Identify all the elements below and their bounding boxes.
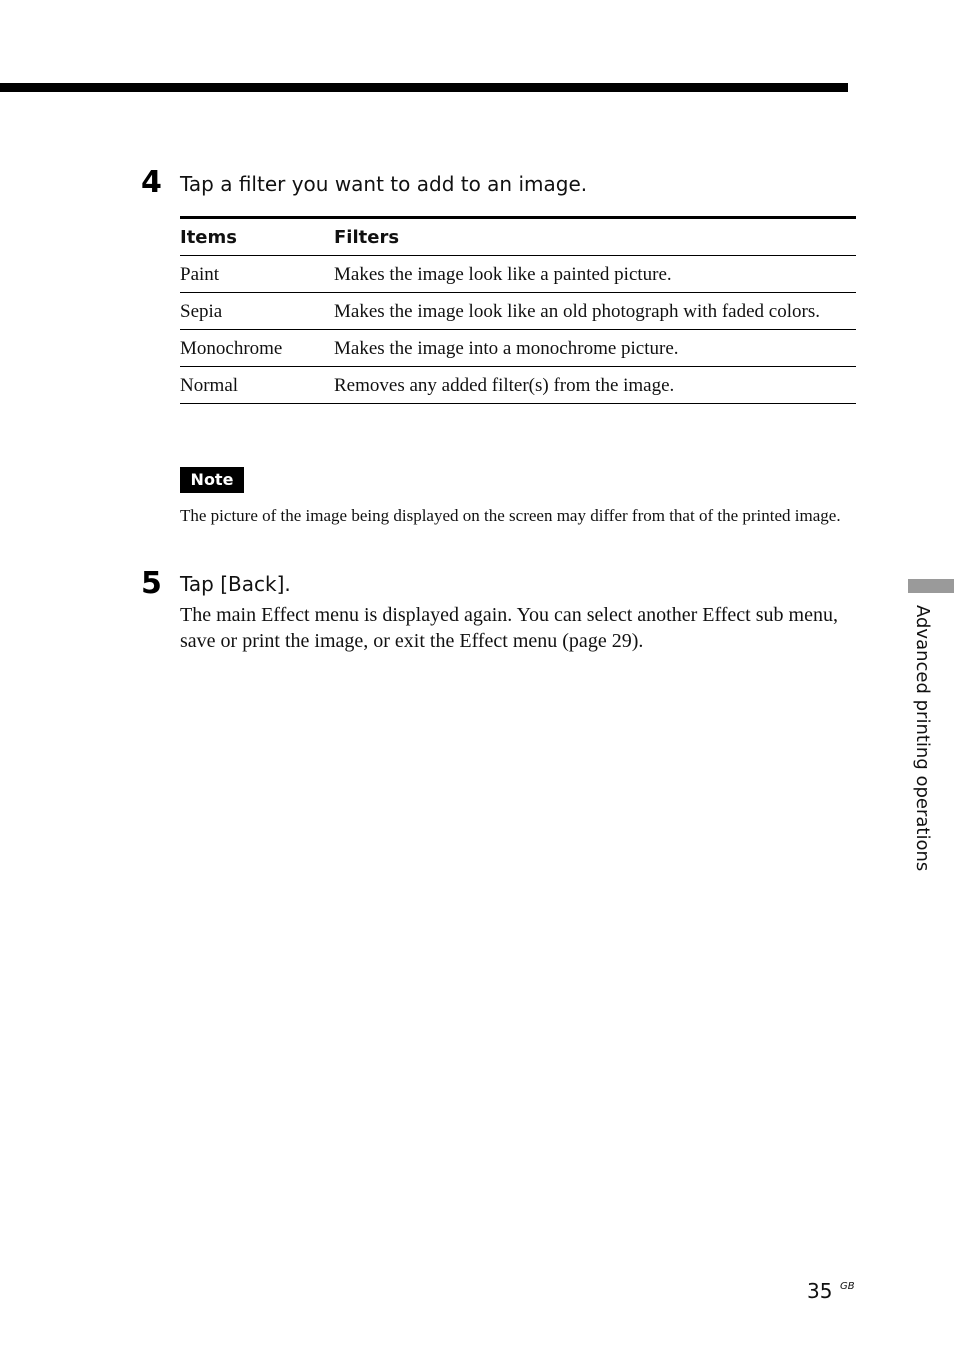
page-region-suffix: GB <box>840 1281 855 1292</box>
column-header-items: Items <box>180 218 334 256</box>
step-4-number: 4 <box>141 165 162 200</box>
step-4-title: Tap a filter you want to add to an image. <box>180 172 588 196</box>
note-badge: Note <box>180 467 244 493</box>
step-5-number: 5 <box>141 566 162 601</box>
filter-cell: Makes the image look like an old photograph with faded colors. <box>334 293 856 330</box>
table-header-row <box>180 218 856 256</box>
top-rule <box>0 83 848 92</box>
table-row <box>180 330 856 367</box>
page-number: 35 <box>807 1279 833 1303</box>
table-row <box>180 293 856 330</box>
item-cell: Monochrome <box>180 330 334 367</box>
item-cell: Sepia <box>180 293 334 330</box>
filter-cell: Removes any added filter(s) from the image. <box>334 367 856 404</box>
column-header-filters: Filters <box>334 218 856 256</box>
section-tab-marker <box>908 579 954 593</box>
filter-cell: Makes the image into a monochrome picture. <box>334 330 856 367</box>
step-5-title: Tap [Back]. <box>180 572 291 596</box>
note-text: The picture of the image being displayed on the screen may differ from that of the printed image. <box>180 506 841 525</box>
table-row <box>180 367 856 404</box>
item-cell: Normal <box>180 367 334 404</box>
section-side-label: Advanced printing operations <box>912 605 933 872</box>
table-row <box>180 256 856 293</box>
step-5-body: The main Effect menu is displayed again. You can select another Effect sub menu, save or print the image, or exit the Effect menu (page 29). <box>180 604 838 652</box>
filters-table <box>180 216 856 404</box>
filter-cell: Makes the image look like a painted picture. <box>334 256 856 293</box>
item-cell: Paint <box>180 256 334 293</box>
